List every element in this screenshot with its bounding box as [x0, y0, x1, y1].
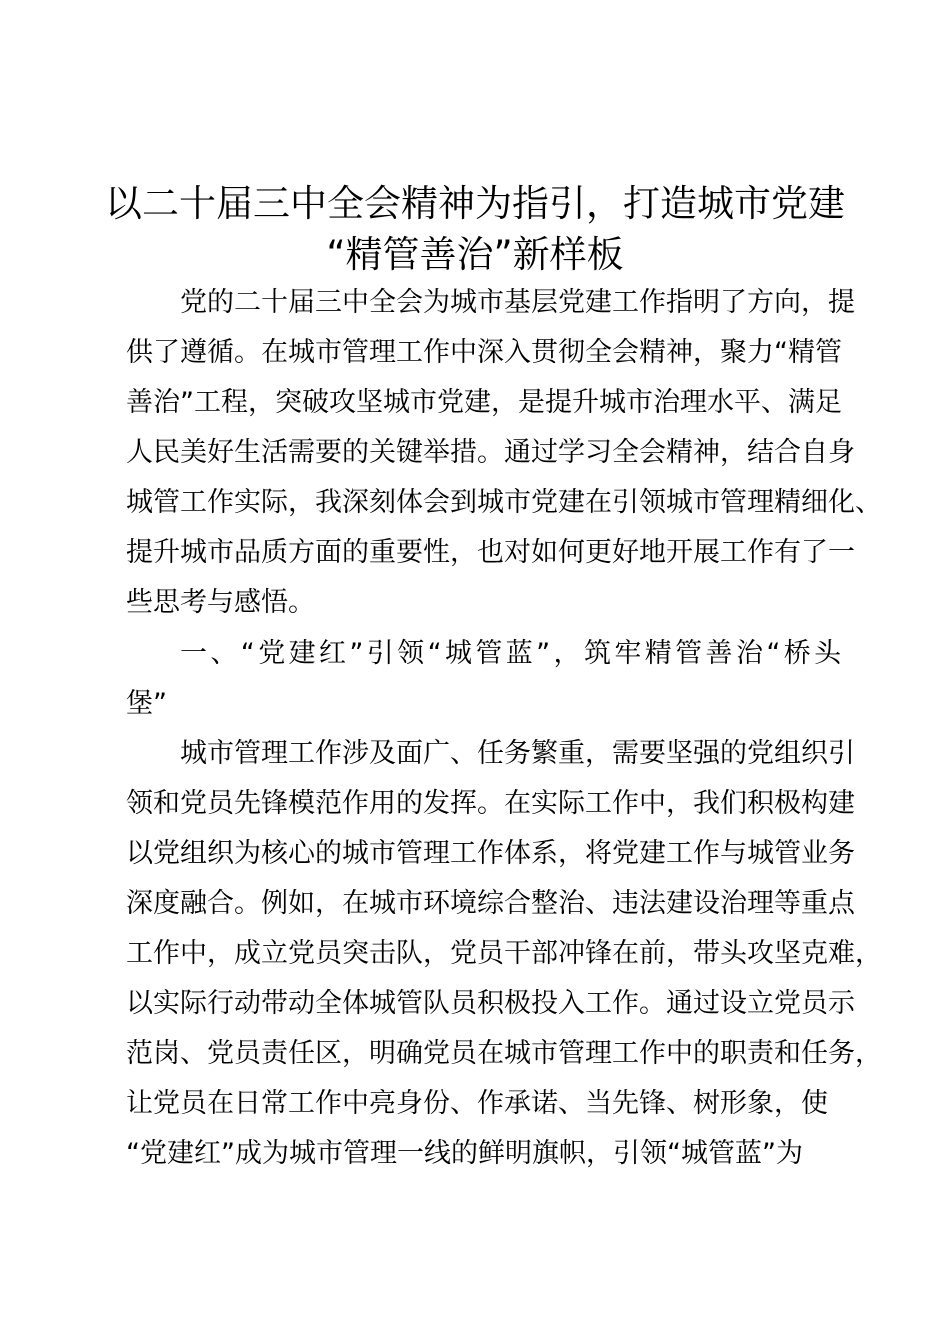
paragraph-2-line-7: 范岗、党员责任区，明确党员在城市管理工作中的职责和任务，	[126, 1038, 882, 1069]
paragraph-2-line-4: 深度融合。例如，在城市环境综合整治、违法建设治理等重点	[126, 888, 855, 919]
document-title-line-1: 以二十届三中全会精神为指引，打造城市党建	[105, 182, 845, 225]
paragraph-2-line-2: 领和党员先锋模范作用的发挥。在实际工作中，我们积极构建	[126, 788, 855, 819]
paragraph-1-line-3: 善治”工程，突破攻坚城市党建，是提升城市治理水平、满足	[126, 387, 842, 418]
paragraph-1-line-1: 党的二十届三中全会为城市基层党建工作指明了方向，提	[180, 287, 855, 318]
document-title-line-2: “精管善治”新样板	[326, 233, 624, 276]
paragraph-1-line-5: 城管工作实际，我深刻体会到城市党建在引领城市管理精细化、	[126, 487, 882, 518]
paragraph-1-line-6: 提升城市品质方面的重要性，也对如何更好地开展工作有了一	[126, 537, 855, 568]
paragraph-2-line-8: 让党员在日常工作中亮身份、作承诺、当先锋、树形象，使	[126, 1088, 828, 1119]
paragraph-1-line-4: 人民美好生活需要的关键举措。通过学习全会精神，结合自身	[126, 437, 855, 468]
paragraph-2-line-1: 城市管理工作涉及面广、任务繁重，需要坚强的党组织引	[180, 738, 855, 769]
paragraph-2-line-3: 以党组织为核心的城市管理工作体系，将党建工作与城管业务	[126, 838, 855, 869]
paragraph-2-line-9: “党建红”成为城市管理一线的鲜明旗帜，引领“城管蓝”为	[126, 1138, 803, 1169]
paragraph-1-line-7: 些思考与感悟。	[126, 587, 315, 618]
section-heading-1-line-2: 堡”	[126, 688, 167, 719]
paragraph-2-line-5: 工作中，成立党员突击队，党员干部冲锋在前，带头攻坚克难，	[126, 938, 882, 969]
paragraph-1-line-2: 供了遵循。在城市管理工作中深入贯彻全会精神，聚力“精管	[126, 337, 842, 368]
paragraph-2-line-6: 以实际行动带动全体城管队员积极投入工作。通过设立党员示	[126, 988, 855, 1019]
section-heading-1-line-1: 一、“党建红”引领“城管蓝”，筑牢精管善治“桥头	[180, 638, 845, 669]
